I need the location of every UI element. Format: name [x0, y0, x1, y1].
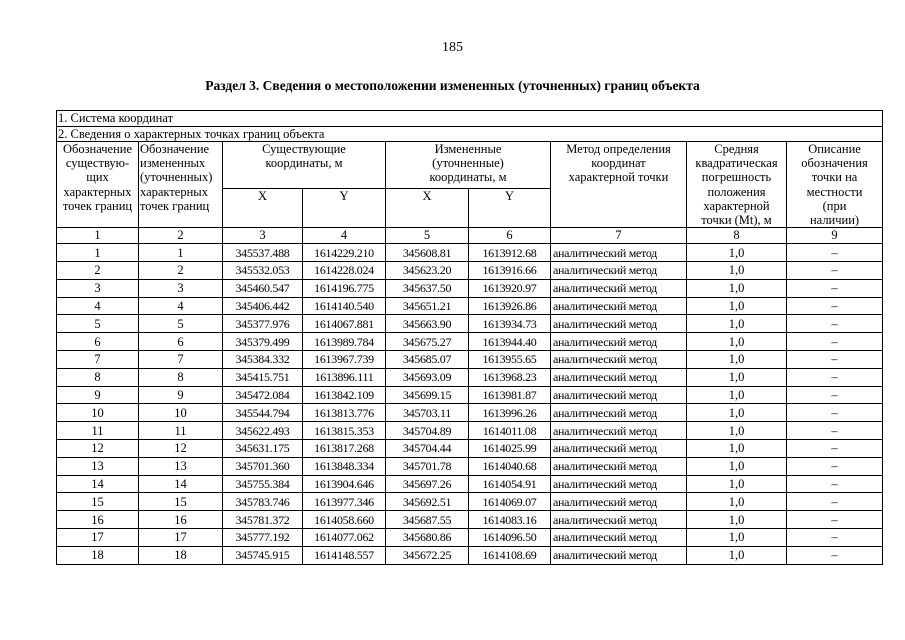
cell-description: –	[787, 528, 883, 546]
cell-existing-y: 1614196.775	[303, 279, 386, 297]
header-changed-points	[139, 142, 223, 228]
cell-changed-y: 1614096.50	[469, 528, 551, 546]
cell-existing-y: 1614148.557	[303, 546, 386, 564]
cell-changed-point: 12	[139, 439, 223, 457]
cell-changed-x: 345663.90	[386, 315, 469, 333]
cell-description: –	[787, 511, 883, 529]
header-line: наличии)	[809, 213, 860, 228]
cell-existing-point: 3	[57, 279, 139, 297]
cell-existing-x: 345783.746	[223, 493, 303, 511]
header-line: (уточненные)	[432, 156, 504, 171]
cell-mean-error: 1,0	[687, 351, 787, 369]
header-line: погрешность	[701, 170, 772, 185]
cell-existing-y: 1613989.784	[303, 333, 386, 351]
cell-changed-x: 345675.27	[386, 333, 469, 351]
cell-existing-x: 345701.360	[223, 457, 303, 475]
header-line: (при	[822, 198, 847, 213]
cell-description: –	[787, 475, 883, 493]
cell-changed-point: 11	[139, 422, 223, 440]
cell-method: аналитический метод	[551, 297, 687, 315]
column-number-cell: 1	[57, 228, 139, 244]
cell-changed-x: 345672.25	[386, 546, 469, 564]
table-row	[57, 279, 883, 297]
cell-changed-x: 345704.44	[386, 439, 469, 457]
header-line: Средняя	[714, 142, 759, 156]
cell-changed-y: 1613926.86	[469, 297, 551, 315]
cell-existing-x: 345622.493	[223, 422, 303, 440]
cell-existing-x: 345472.084	[223, 386, 303, 404]
table-row	[57, 511, 883, 529]
cell-changed-y: 1614083.16	[469, 511, 551, 529]
cell-changed-point: 5	[139, 315, 223, 333]
cell-mean-error: 1,0	[687, 244, 787, 262]
header-existing-coordinates	[223, 142, 386, 189]
cell-existing-y: 1614228.024	[303, 262, 386, 280]
cell-existing-point: 13	[57, 457, 139, 475]
cell-changed-point: 4	[139, 297, 223, 315]
column-number-cell: 2	[139, 228, 223, 244]
header-line: положения	[707, 184, 766, 199]
cell-mean-error: 1,0	[687, 475, 787, 493]
cell-changed-point: 14	[139, 475, 223, 493]
cell-mean-error: 1,0	[687, 439, 787, 457]
cell-existing-y: 1613842.109	[303, 386, 386, 404]
cell-mean-error: 1,0	[687, 315, 787, 333]
cell-existing-y: 1613977.346	[303, 493, 386, 511]
header-method	[551, 142, 687, 228]
cell-description: –	[787, 368, 883, 386]
cell-method: аналитический метод	[551, 262, 687, 280]
cell-existing-point: 11	[57, 422, 139, 440]
cell-method: аналитический метод	[551, 404, 687, 422]
cell-existing-y: 1614077.062	[303, 528, 386, 546]
table-row	[57, 351, 883, 369]
cell-description: –	[787, 297, 883, 315]
cell-existing-y: 1613813.776	[303, 404, 386, 422]
cell-changed-y: 1614054.91	[469, 475, 551, 493]
cell-changed-x: 345608.81	[386, 244, 469, 262]
cell-description: –	[787, 244, 883, 262]
table-row	[57, 439, 883, 457]
cell-changed-y: 1613955.65	[469, 351, 551, 369]
cell-changed-y: 1613968.23	[469, 368, 551, 386]
header-line: измененных	[140, 156, 206, 171]
cell-existing-y: 1613904.646	[303, 475, 386, 493]
header-line: точки (Mt), м	[701, 213, 772, 228]
cell-changed-point: 10	[139, 404, 223, 422]
column-number-cell: 3	[223, 228, 303, 244]
cell-mean-error: 1,0	[687, 511, 787, 529]
table-row	[57, 386, 883, 404]
header-line: (уточненных)	[140, 170, 213, 185]
cell-existing-y: 1613967.739	[303, 351, 386, 369]
cell-mean-error: 1,0	[687, 279, 787, 297]
cell-method: аналитический метод	[551, 368, 687, 386]
cell-mean-error: 1,0	[687, 368, 787, 386]
cell-existing-x: 345777.192	[223, 528, 303, 546]
cell-existing-x: 345377.976	[223, 315, 303, 333]
cell-changed-point: 7	[139, 351, 223, 369]
cell-mean-error: 1,0	[687, 528, 787, 546]
cell-description: –	[787, 422, 883, 440]
cell-existing-point: 12	[57, 439, 139, 457]
cell-changed-point: 18	[139, 546, 223, 564]
header-line: Описание	[808, 142, 861, 156]
cell-changed-x: 345637.50	[386, 279, 469, 297]
cell-description: –	[787, 493, 883, 511]
column-number-cell: 7	[551, 228, 687, 244]
cell-changed-x: 345703.11	[386, 404, 469, 422]
cell-changed-y: 1614011.08	[469, 422, 551, 440]
column-number-cell: 5	[386, 228, 469, 244]
cell-existing-x: 345745.915	[223, 546, 303, 564]
table-row	[57, 262, 883, 280]
cell-changed-x: 345623.20	[386, 262, 469, 280]
cell-mean-error: 1,0	[687, 262, 787, 280]
cell-mean-error: 1,0	[687, 404, 787, 422]
cell-method: аналитический метод	[551, 279, 687, 297]
column-number-cell: 6	[469, 228, 551, 244]
cell-changed-x: 345704.89	[386, 422, 469, 440]
cell-changed-y: 1613996.26	[469, 404, 551, 422]
header-line: существую-	[65, 156, 130, 171]
cell-description: –	[787, 439, 883, 457]
cell-changed-y: 1613934.73	[469, 315, 551, 333]
header-existing-x: X	[223, 189, 303, 228]
header-existing-y: Y	[303, 189, 386, 228]
cell-existing-point: 9	[57, 386, 139, 404]
header-line: Измененные	[434, 142, 502, 156]
table-row	[57, 368, 883, 386]
column-number-cell: 9	[787, 228, 883, 244]
cell-description: –	[787, 457, 883, 475]
cell-changed-point: 6	[139, 333, 223, 351]
header-line: обозначения	[801, 156, 868, 171]
table-row	[57, 244, 883, 262]
cell-mean-error: 1,0	[687, 386, 787, 404]
points-info-row: 2. Сведения о характерных точках границ объекта	[57, 126, 883, 142]
cell-changed-y: 1614025.99	[469, 439, 551, 457]
table-row	[57, 475, 883, 493]
cell-method: аналитический метод	[551, 475, 687, 493]
cell-method: аналитический метод	[551, 528, 687, 546]
header-line: координаты, м	[265, 156, 343, 171]
cell-changed-point: 17	[139, 528, 223, 546]
cell-method: аналитический метод	[551, 546, 687, 564]
header-line: щих	[86, 170, 109, 185]
cell-changed-point: 1	[139, 244, 223, 262]
header-line: характерных	[63, 184, 132, 199]
cell-description: –	[787, 262, 883, 280]
cell-description: –	[787, 546, 883, 564]
cell-changed-y: 1614069.07	[469, 493, 551, 511]
header-line: Обозначение	[140, 142, 210, 156]
cell-existing-y: 1614067.881	[303, 315, 386, 333]
cell-existing-point: 2	[57, 262, 139, 280]
header-mean-error	[687, 142, 787, 228]
cell-existing-x: 345544.794	[223, 404, 303, 422]
cell-method: аналитический метод	[551, 511, 687, 529]
cell-existing-point: 17	[57, 528, 139, 546]
header-line: точки на	[811, 170, 858, 185]
cell-existing-x: 345379.499	[223, 333, 303, 351]
cell-changed-y: 1614108.69	[469, 546, 551, 564]
cell-existing-point: 1	[57, 244, 139, 262]
header-line: местности	[806, 184, 863, 199]
cell-changed-x: 345687.55	[386, 511, 469, 529]
cell-changed-y: 1614040.68	[469, 457, 551, 475]
cell-existing-y: 1613848.334	[303, 457, 386, 475]
header-line: точек границ	[140, 198, 210, 213]
cell-mean-error: 1,0	[687, 297, 787, 315]
cell-description: –	[787, 351, 883, 369]
cell-changed-point: 8	[139, 368, 223, 386]
cell-changed-point: 3	[139, 279, 223, 297]
header-line: характерной	[703, 198, 770, 213]
cell-existing-x: 345460.547	[223, 279, 303, 297]
cell-description: –	[787, 404, 883, 422]
cell-method: аналитический метод	[551, 351, 687, 369]
cell-existing-x: 345415.751	[223, 368, 303, 386]
cell-description: –	[787, 315, 883, 333]
table-row	[57, 528, 883, 546]
cell-changed-point: 15	[139, 493, 223, 511]
cell-existing-point: 5	[57, 315, 139, 333]
header-existing-points	[57, 142, 139, 228]
header-line: Существующие	[262, 142, 346, 156]
cell-existing-x: 345532.053	[223, 262, 303, 280]
cell-existing-y: 1614058.660	[303, 511, 386, 529]
boundary-points-table	[56, 110, 883, 565]
header-changed-y: Y	[469, 189, 551, 228]
cell-changed-y: 1613981.87	[469, 386, 551, 404]
column-number-cell: 4	[303, 228, 386, 244]
cell-description: –	[787, 386, 883, 404]
cell-changed-y: 1613912.68	[469, 244, 551, 262]
cell-existing-x: 345384.332	[223, 351, 303, 369]
header-line: характерной точки	[568, 170, 669, 185]
cell-existing-y: 1614140.540	[303, 297, 386, 315]
cell-changed-y: 1613920.97	[469, 279, 551, 297]
cell-existing-point: 14	[57, 475, 139, 493]
cell-existing-y: 1613817.268	[303, 439, 386, 457]
cell-changed-x: 345697.26	[386, 475, 469, 493]
cell-existing-y: 1614229.210	[303, 244, 386, 262]
cell-description: –	[787, 333, 883, 351]
cell-changed-x: 345685.07	[386, 351, 469, 369]
cell-method: аналитический метод	[551, 244, 687, 262]
cell-existing-x: 345755.384	[223, 475, 303, 493]
table-row	[57, 404, 883, 422]
cell-changed-y: 1613916.66	[469, 262, 551, 280]
header-description	[787, 142, 883, 228]
column-numbers-row	[57, 228, 883, 244]
cell-method: аналитический метод	[551, 457, 687, 475]
cell-changed-point: 9	[139, 386, 223, 404]
table-row	[57, 493, 883, 511]
cell-existing-y: 1613815.353	[303, 422, 386, 440]
cell-changed-x: 345692.51	[386, 493, 469, 511]
cell-existing-x: 345406.442	[223, 297, 303, 315]
cell-changed-point: 13	[139, 457, 223, 475]
cell-existing-point: 7	[57, 351, 139, 369]
cell-existing-point: 18	[57, 546, 139, 564]
column-number-cell: 8	[687, 228, 787, 244]
cell-existing-point: 6	[57, 333, 139, 351]
header-line: Метод определения	[566, 142, 671, 156]
cell-method: аналитический метод	[551, 493, 687, 511]
header-line: Обозначение	[62, 142, 133, 156]
page-number: 185	[442, 40, 463, 55]
header-line: характерных	[140, 184, 208, 199]
cell-mean-error: 1,0	[687, 422, 787, 440]
cell-changed-point: 16	[139, 511, 223, 529]
cell-changed-y: 1613944.40	[469, 333, 551, 351]
table-row	[57, 457, 883, 475]
cell-existing-y: 1613896.111	[303, 368, 386, 386]
cell-changed-x: 345699.15	[386, 386, 469, 404]
header-changed-coordinates	[386, 142, 551, 189]
cell-existing-x: 345781.372	[223, 511, 303, 529]
cell-changed-x: 345680.86	[386, 528, 469, 546]
header-changed-x: X	[386, 189, 469, 228]
cell-changed-x: 345701.78	[386, 457, 469, 475]
cell-method: аналитический метод	[551, 439, 687, 457]
cell-changed-x: 345651.21	[386, 297, 469, 315]
cell-existing-point: 16	[57, 511, 139, 529]
table-row	[57, 333, 883, 351]
coordinate-system-row: 1. Система координат	[57, 111, 883, 127]
cell-changed-point: 2	[139, 262, 223, 280]
cell-mean-error: 1,0	[687, 333, 787, 351]
cell-existing-point: 15	[57, 493, 139, 511]
cell-existing-x: 345631.175	[223, 439, 303, 457]
cell-method: аналитический метод	[551, 386, 687, 404]
table-row	[57, 315, 883, 333]
cell-mean-error: 1,0	[687, 457, 787, 475]
cell-method: аналитический метод	[551, 333, 687, 351]
section-title: Раздел 3. Сведения о местоположении измененных (уточненных) границ объекта	[205, 78, 700, 93]
cell-existing-x: 345537.488	[223, 244, 303, 262]
cell-method: аналитический метод	[551, 422, 687, 440]
header-line: координат	[591, 156, 646, 171]
cell-method: аналитический метод	[551, 315, 687, 333]
cell-mean-error: 1,0	[687, 546, 787, 564]
header-line: точек границ	[62, 198, 133, 213]
cell-description: –	[787, 279, 883, 297]
cell-existing-point: 10	[57, 404, 139, 422]
cell-existing-point: 8	[57, 368, 139, 386]
cell-changed-x: 345693.09	[386, 368, 469, 386]
table-row	[57, 422, 883, 440]
table-row	[57, 546, 883, 564]
table-row	[57, 297, 883, 315]
cell-existing-point: 4	[57, 297, 139, 315]
cell-mean-error: 1,0	[687, 493, 787, 511]
header-line: координаты, м	[429, 170, 507, 185]
header-line: квадратическая	[695, 156, 778, 171]
